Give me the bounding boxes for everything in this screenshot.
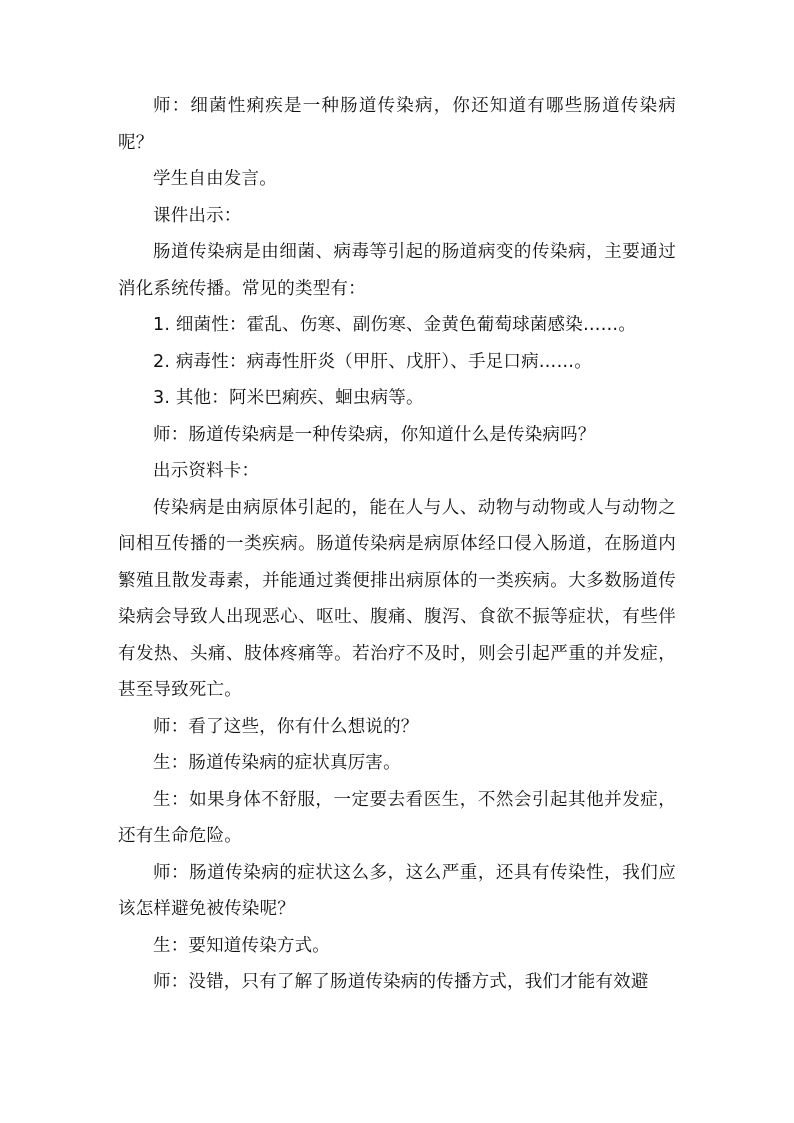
paragraph-student-answer-2: 生：如果身体不舒服，一定要去看医生，不然会引起其他并发症，还有生命危险。 [118, 789, 676, 846]
paragraph-infectious-definition: 传染病是由病原体引起的，能在人与人、动物与动物或人与动物之间相互传播的一类疾病。肠道传染病是病原体经口侵入肠道，在肠道内繁殖且散发毒素，并能通过粪便排出病原体的一类疾病。大多数肠道传染病会导致人出现恶心、呕吐、腹痛、腹泻、食欲不振等症状，有些伴有发热、头痛、肢体疼痛等。若治疗不及时，则会引起严重的并发症，甚至导致死亡。 [118, 497, 676, 700]
paragraph-intestinal-definition: 肠道传染病是由细菌、病毒等引起的肠道病变的传染病，主要通过消化系统传播。常见的类型有： [118, 242, 676, 299]
list-item-other: 3. 其他：阿米巴痢疾、蛔虫病等。 [153, 388, 424, 408]
paragraph-teacher-question-3: 师：看了这些，你有什么想说的？ [153, 716, 419, 737]
list-item-bacterial: 1. 细菌性：霍乱、伤寒、副伤寒、金黄色葡萄球菌感染……。 [153, 315, 637, 335]
paragraph-teacher-statement: 师：没错，只有了解了肠道传染病的传播方式，我们才能有效避 [153, 972, 649, 992]
paragraph-student-answer-1: 生：肠道传染病的症状真厉害。 [153, 753, 401, 773]
paragraph-courseware-show: 课件出示： [153, 205, 242, 226]
list-item-viral: 2. 病毒性：病毒性肝炎（甲肝、戊肝）、手足口病……。 [153, 351, 592, 372]
paragraph-teacher-question-4: 师：肠道传染病的症状这么多，这么严重，还具有传染性，我们应该怎样避免被传染呢？ [118, 862, 676, 919]
paragraph-teacher-question-1: 师：细菌性痢疾是一种肠道传染病，你还知道有哪些肠道传染病呢？ [118, 96, 676, 153]
paragraph-student-answer-3: 生：要知道传染方式。 [153, 935, 330, 956]
paragraph-info-card: 出示资料卡： [153, 461, 260, 481]
paragraph-student-speech: 学生自由发言。 [153, 169, 277, 189]
paragraph-teacher-question-2: 师：肠道传染病是一种传染病，你知道什么是传染病吗？ [153, 424, 596, 445]
